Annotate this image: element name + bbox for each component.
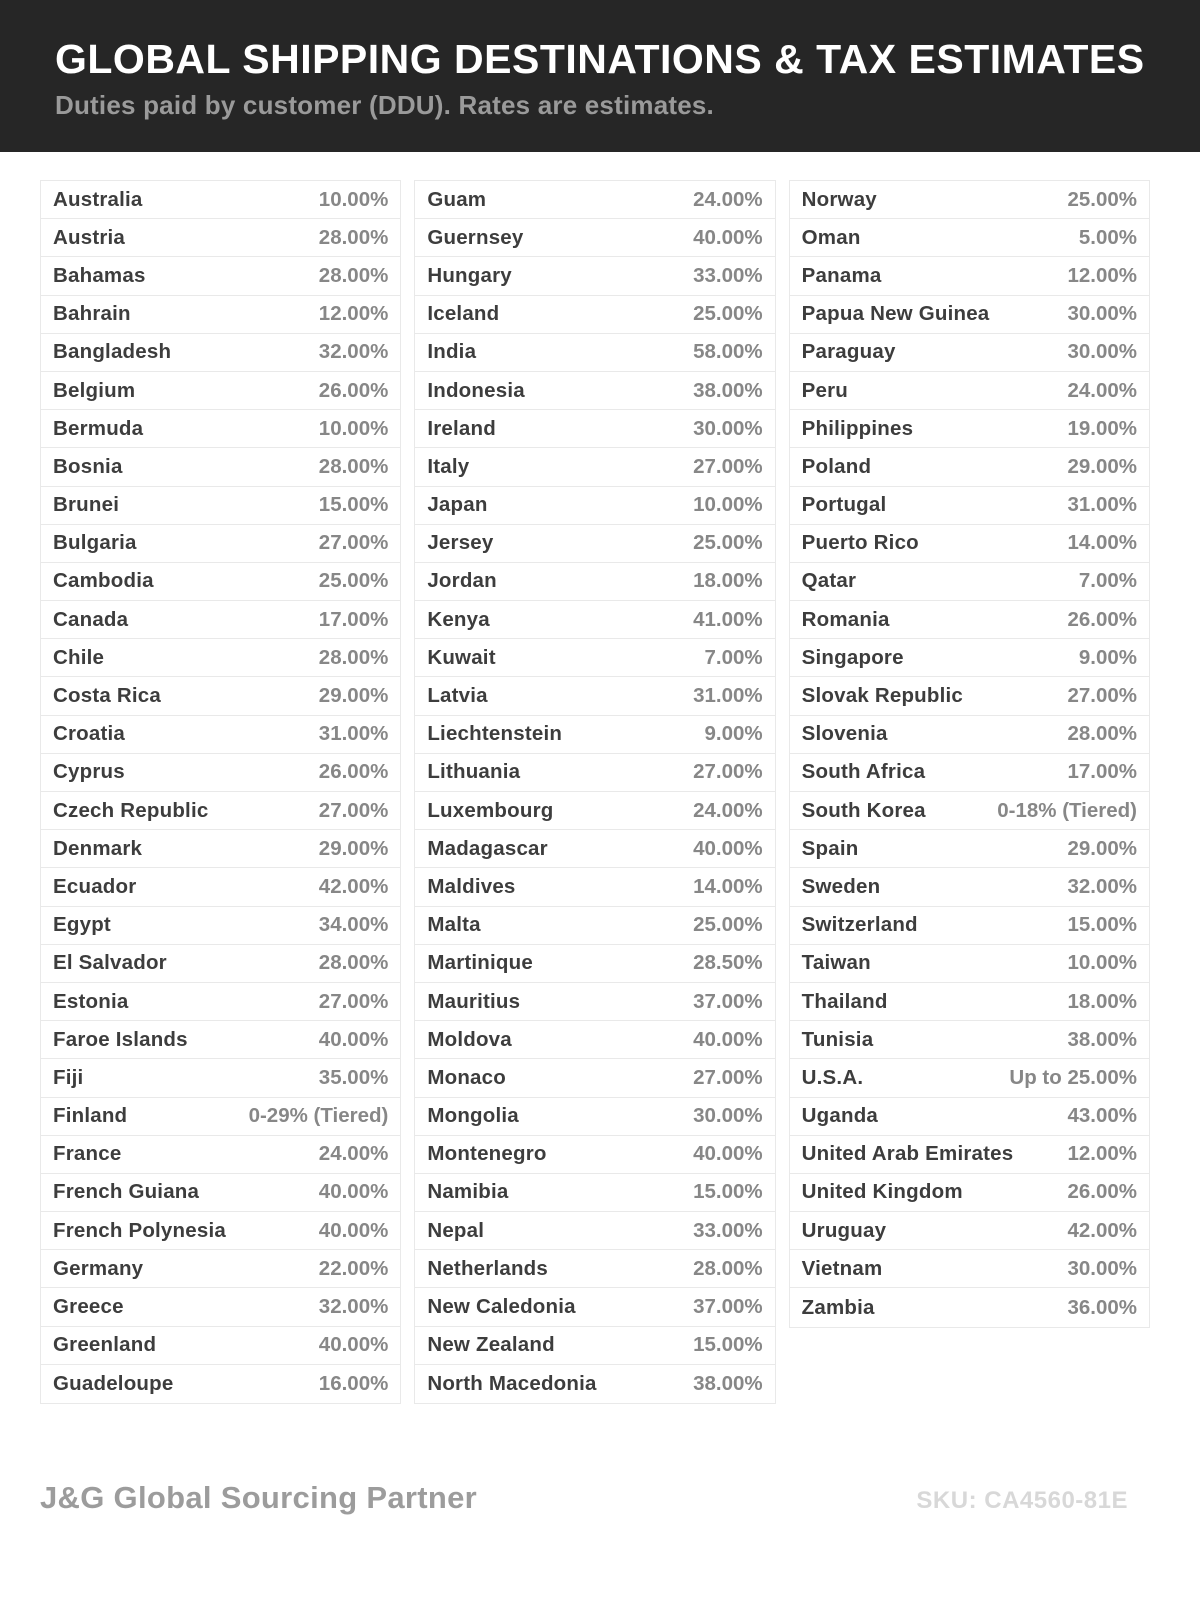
country-name: Thailand: [801, 989, 888, 1013]
tax-rate: 40.00%: [693, 1027, 763, 1051]
table-row: [790, 219, 1149, 257]
tax-rate: 40.00%: [318, 1333, 389, 1357]
tax-rate: 34.00%: [318, 913, 389, 937]
tax-rate: 22.00%: [318, 1256, 389, 1280]
country-name: United Kingdom: [801, 1180, 963, 1204]
tax-rate: 32.00%: [318, 1295, 389, 1319]
tax-rate: 33.00%: [693, 263, 763, 287]
tax-rate: 28.00%: [318, 225, 389, 249]
table-row: [41, 639, 400, 677]
table-row: [415, 1136, 774, 1174]
table-row: [415, 563, 774, 601]
country-name: South Africa: [801, 760, 926, 784]
table-row: [41, 1098, 400, 1136]
table-row: [790, 677, 1149, 715]
country-name: Zambia: [801, 1295, 875, 1319]
country-name: U.S.A.: [801, 1065, 864, 1089]
country-name: Moldova: [427, 1027, 512, 1051]
table-row: [415, 1288, 774, 1326]
table-row: [790, 296, 1149, 334]
tax-rate: 37.00%: [693, 989, 763, 1013]
country-name: Namibia: [427, 1180, 509, 1204]
rates-column-2: [414, 180, 775, 1404]
country-name: Papua New Guinea: [801, 302, 990, 326]
country-name: Latvia: [427, 684, 488, 708]
table-row: [790, 372, 1149, 410]
table-row: [41, 907, 400, 945]
country-name: Ireland: [427, 416, 496, 440]
table-row: [41, 525, 400, 563]
table-row: [790, 1059, 1149, 1097]
brand-name: J&G Global Sourcing Partner: [40, 1480, 478, 1515]
table-row: [41, 677, 400, 715]
country-name: Iceland: [427, 302, 500, 326]
country-name: Madagascar: [427, 836, 548, 860]
country-name: Japan: [427, 493, 488, 517]
table-row: [790, 1174, 1149, 1212]
table-row: [41, 1021, 400, 1059]
table-row: [790, 1136, 1149, 1174]
table-row: [790, 410, 1149, 448]
tax-rate: 29.00%: [318, 836, 389, 860]
tax-rate: 27.00%: [1067, 684, 1137, 708]
country-name: Finland: [53, 1104, 128, 1128]
country-name: Vietnam: [801, 1256, 883, 1280]
table-row: [41, 334, 400, 372]
tax-rate: 7.00%: [1078, 569, 1137, 593]
tax-rate: 27.00%: [693, 1065, 763, 1089]
table-row: [415, 448, 774, 486]
country-name: Poland: [801, 454, 872, 478]
tax-rate: 9.00%: [1078, 645, 1137, 669]
country-name: Monaco: [427, 1065, 506, 1089]
country-name: Croatia: [53, 722, 126, 746]
table-row: [790, 257, 1149, 295]
country-name: Bulgaria: [53, 531, 137, 555]
tax-rate: 24.00%: [693, 187, 763, 211]
table-row: [415, 945, 774, 983]
table-row: [41, 1365, 400, 1403]
country-name: Sweden: [801, 874, 881, 898]
tax-rate: 10.00%: [318, 416, 389, 440]
table-row: [415, 983, 774, 1021]
country-name: Norway: [801, 187, 877, 211]
tax-rate: 26.00%: [318, 760, 389, 784]
tax-rate: 29.00%: [1067, 454, 1137, 478]
table-row: [415, 1250, 774, 1288]
tax-rate: 30.00%: [1067, 340, 1137, 364]
table-row: [415, 639, 774, 677]
country-name: United Arab Emirates: [801, 1142, 1014, 1166]
country-name: Kuwait: [427, 645, 496, 669]
tax-rate: 24.00%: [318, 1142, 389, 1166]
tax-rate: 16.00%: [318, 1371, 389, 1395]
table-row: [41, 792, 400, 830]
table-row: [790, 1212, 1149, 1250]
table-row: [790, 907, 1149, 945]
country-name: Maldives: [427, 874, 516, 898]
country-name: Guam: [427, 187, 487, 211]
rates-column-1: [40, 180, 401, 1404]
table-row: [41, 257, 400, 295]
country-name: Faroe Islands: [53, 1027, 188, 1051]
table-row: [790, 945, 1149, 983]
table-row: [790, 563, 1149, 601]
table-row: [415, 334, 774, 372]
country-name: Puerto Rico: [801, 531, 919, 555]
tax-rate: 28.50%: [693, 951, 763, 975]
tax-rate: 25.00%: [318, 569, 389, 593]
tax-rate: 41.00%: [693, 607, 763, 631]
tax-rate: 28.00%: [1067, 722, 1137, 746]
tax-rate: 19.00%: [1067, 416, 1137, 440]
table-row: [790, 868, 1149, 906]
country-name: Luxembourg: [427, 798, 554, 822]
table-row: [415, 868, 774, 906]
country-name: Chile: [53, 645, 105, 669]
tax-rate: 38.00%: [693, 378, 763, 402]
country-name: Bermuda: [53, 416, 144, 440]
table-row: [790, 1250, 1149, 1288]
country-name: South Korea: [801, 798, 926, 822]
tax-rate: 28.00%: [318, 645, 389, 669]
country-name: Ecuador: [53, 874, 137, 898]
table-row: [790, 1288, 1149, 1326]
country-name: French Guiana: [53, 1180, 200, 1204]
tax-rate: 27.00%: [693, 760, 763, 784]
tax-rate: 40.00%: [693, 225, 763, 249]
tax-rate: 31.00%: [1067, 493, 1137, 517]
country-name: Slovenia: [801, 722, 888, 746]
table-row: [41, 1327, 400, 1365]
tax-rate: 26.00%: [1067, 1180, 1137, 1204]
table-row: [790, 792, 1149, 830]
tax-rate: 40.00%: [318, 1218, 389, 1242]
country-name: Bosnia: [53, 454, 123, 478]
country-name: Uruguay: [801, 1218, 887, 1242]
table-row: [41, 372, 400, 410]
table-row: [415, 372, 774, 410]
country-name: Fiji: [53, 1065, 84, 1089]
page-title: GLOBAL SHIPPING DESTINATIONS & TAX ESTIMATES: [55, 36, 1145, 82]
tax-rate: 27.00%: [318, 989, 389, 1013]
country-name: New Caledonia: [427, 1295, 576, 1319]
country-name: Greenland: [53, 1333, 157, 1357]
country-name: Switzerland: [801, 913, 918, 937]
tax-rate: 33.00%: [693, 1218, 763, 1242]
tax-rate: 28.00%: [318, 951, 389, 975]
country-name: Canada: [53, 607, 129, 631]
tax-rate: 58.00%: [693, 340, 763, 364]
table-row: [790, 525, 1149, 563]
table-row: [415, 1212, 774, 1250]
tax-rate: 15.00%: [693, 1333, 763, 1357]
tax-rate: 10.00%: [1067, 951, 1137, 975]
country-name: Cyprus: [53, 760, 125, 784]
country-name: Estonia: [53, 989, 129, 1013]
country-name: Mongolia: [427, 1104, 519, 1128]
table-row: [41, 754, 400, 792]
country-name: Mauritius: [427, 989, 521, 1013]
country-name: Peru: [801, 378, 849, 402]
table-row: [41, 983, 400, 1021]
country-name: Austria: [53, 225, 126, 249]
country-name: Panama: [801, 263, 882, 287]
table-row: [41, 1288, 400, 1326]
tax-rate: 17.00%: [1067, 760, 1137, 784]
country-name: Australia: [53, 187, 143, 211]
tax-rate: 27.00%: [318, 531, 389, 555]
tax-rate: 10.00%: [693, 493, 763, 517]
table-row: [41, 868, 400, 906]
country-name: Kenya: [427, 607, 490, 631]
tax-rate: 15.00%: [1067, 913, 1137, 937]
tax-rate: 40.00%: [693, 1142, 763, 1166]
tax-rate: 26.00%: [1067, 607, 1137, 631]
table-row: [415, 1021, 774, 1059]
country-name: Paraguay: [801, 340, 896, 364]
tax-rate: 40.00%: [693, 836, 763, 860]
sku-label: SKU: CA4560-81E: [916, 1487, 1128, 1514]
table-row: [415, 487, 774, 525]
country-name: Liechtenstein: [427, 722, 563, 746]
tax-rate: 29.00%: [1067, 836, 1137, 860]
table-row: [415, 754, 774, 792]
country-name: India: [427, 340, 477, 364]
country-name: Spain: [801, 836, 859, 860]
tax-rate: 37.00%: [693, 1295, 763, 1319]
country-name: Italy: [427, 454, 470, 478]
table-row: [790, 716, 1149, 754]
tax-rate: 26.00%: [318, 378, 389, 402]
country-name: Cambodia: [53, 569, 154, 593]
country-name: Costa Rica: [53, 684, 161, 708]
table-row: [415, 601, 774, 639]
table-row: [415, 181, 774, 219]
tax-rate: 25.00%: [693, 302, 763, 326]
table-row: [41, 1212, 400, 1250]
tax-rate: 12.00%: [1067, 263, 1137, 287]
page-footer: [40, 1480, 1128, 1516]
tax-rate: 30.00%: [693, 1104, 763, 1128]
table-row: [415, 219, 774, 257]
country-name: Slovak Republic: [801, 684, 964, 708]
table-row: [790, 830, 1149, 868]
country-name: Bahamas: [53, 263, 146, 287]
tax-rate: 10.00%: [318, 187, 389, 211]
tax-rate: 40.00%: [318, 1180, 389, 1204]
tax-rate: 5.00%: [1078, 225, 1137, 249]
table-row: [790, 639, 1149, 677]
table-row: [790, 1021, 1149, 1059]
table-row: [415, 410, 774, 448]
tax-rate: 12.00%: [1067, 1142, 1137, 1166]
tax-rate: 14.00%: [693, 874, 763, 898]
table-row: [415, 1059, 774, 1097]
country-name: Guernsey: [427, 225, 524, 249]
tax-rate: 25.00%: [1067, 187, 1137, 211]
table-row: [415, 1365, 774, 1403]
table-row: [41, 1059, 400, 1097]
table-row: [415, 792, 774, 830]
table-row: [790, 334, 1149, 372]
country-name: Hungary: [427, 263, 512, 287]
table-row: [41, 219, 400, 257]
page-header: [0, 0, 1200, 152]
tax-rate: 7.00%: [704, 645, 763, 669]
table-row: [415, 830, 774, 868]
table-row: [41, 601, 400, 639]
country-name: France: [53, 1142, 122, 1166]
country-name: El Salvador: [53, 951, 167, 975]
tax-rate: 40.00%: [318, 1027, 389, 1051]
tax-rate: 36.00%: [1067, 1295, 1137, 1319]
country-name: Nepal: [427, 1218, 485, 1242]
table-row: [790, 983, 1149, 1021]
tax-rate: 38.00%: [1067, 1027, 1137, 1051]
tax-rate: 42.00%: [1067, 1218, 1137, 1242]
table-row: [41, 487, 400, 525]
table-row: [790, 1098, 1149, 1136]
country-name: Jersey: [427, 531, 494, 555]
table-row: [415, 525, 774, 563]
table-row: [415, 296, 774, 334]
table-row: [415, 1174, 774, 1212]
table-row: [41, 1250, 400, 1288]
tax-rate: 30.00%: [1067, 1256, 1137, 1280]
country-name: Martinique: [427, 951, 533, 975]
table-row: [790, 754, 1149, 792]
country-name: Bahrain: [53, 302, 131, 326]
tax-rate: 32.00%: [1067, 874, 1137, 898]
country-name: Germany: [53, 1256, 144, 1280]
tax-rate: 29.00%: [318, 684, 389, 708]
table-row: [415, 716, 774, 754]
tax-rate: 31.00%: [318, 722, 389, 746]
tax-rate: 27.00%: [693, 454, 763, 478]
table-row: [790, 181, 1149, 219]
country-name: New Zealand: [427, 1333, 555, 1357]
country-name: Czech Republic: [53, 798, 209, 822]
country-name: Philippines: [801, 416, 914, 440]
table-row: [415, 1327, 774, 1365]
country-name: Jordan: [427, 569, 497, 593]
shipping-rates-table: [40, 180, 1150, 1404]
tax-rate: 17.00%: [318, 607, 389, 631]
tax-rate: 30.00%: [1067, 302, 1137, 326]
table-row: [415, 677, 774, 715]
tax-rate: 15.00%: [318, 493, 389, 517]
table-row: [415, 907, 774, 945]
tax-rate: 18.00%: [693, 569, 763, 593]
tax-rate: 12.00%: [318, 302, 389, 326]
table-row: [790, 448, 1149, 486]
country-name: Egypt: [53, 913, 111, 937]
country-name: Greece: [53, 1295, 124, 1319]
table-row: [41, 1136, 400, 1174]
country-name: Oman: [801, 225, 861, 249]
country-name: Brunei: [53, 493, 120, 517]
tax-rate: 28.00%: [318, 263, 389, 287]
tax-rate: 28.00%: [318, 454, 389, 478]
table-row: [415, 1098, 774, 1136]
tax-rate: 25.00%: [693, 531, 763, 555]
tax-rate: 15.00%: [693, 1180, 763, 1204]
table-row: [41, 563, 400, 601]
tax-rate: 14.00%: [1067, 531, 1137, 555]
page-subtitle: Duties paid by customer (DDU). Rates are estimates.: [55, 90, 714, 120]
country-name: Indonesia: [427, 378, 525, 402]
tax-rate: 30.00%: [693, 416, 763, 440]
tax-rate: 24.00%: [693, 798, 763, 822]
tax-rate: 38.00%: [693, 1371, 763, 1395]
rates-column-3: [789, 180, 1150, 1328]
tax-rate: 42.00%: [318, 874, 389, 898]
tax-rate: 35.00%: [318, 1065, 389, 1089]
country-name: Singapore: [801, 645, 904, 669]
table-row: [41, 830, 400, 868]
table-row: [41, 945, 400, 983]
country-name: Portugal: [801, 493, 887, 517]
tax-rate: 24.00%: [1067, 378, 1137, 402]
tax-rate: 0-29% (Tiered): [248, 1104, 389, 1128]
table-row: [41, 181, 400, 219]
tax-rate: 0-18% (Tiered): [997, 798, 1137, 822]
table-row: [415, 257, 774, 295]
table-row: [41, 716, 400, 754]
country-name: North Macedonia: [427, 1371, 597, 1395]
tax-rate: 43.00%: [1067, 1104, 1137, 1128]
country-name: French Polynesia: [53, 1218, 226, 1242]
table-row: [790, 601, 1149, 639]
table-row: [41, 1174, 400, 1212]
country-name: Bangladesh: [53, 340, 172, 364]
country-name: Montenegro: [427, 1142, 547, 1166]
country-name: Malta: [427, 913, 481, 937]
country-name: Guadeloupe: [53, 1371, 174, 1395]
tax-rate: Up to 25.00%: [1009, 1065, 1137, 1089]
table-row: [41, 410, 400, 448]
country-name: Belgium: [53, 378, 136, 402]
country-name: Tunisia: [801, 1027, 874, 1051]
country-name: Romania: [801, 607, 890, 631]
country-name: Taiwan: [801, 951, 871, 975]
country-name: Uganda: [801, 1104, 879, 1128]
table-row: [41, 296, 400, 334]
country-name: Netherlands: [427, 1256, 549, 1280]
tax-rate: 27.00%: [318, 798, 389, 822]
tax-rate: 9.00%: [704, 722, 763, 746]
tax-rate: 31.00%: [693, 684, 763, 708]
table-row: [790, 487, 1149, 525]
table-row: [41, 448, 400, 486]
country-name: Lithuania: [427, 760, 521, 784]
tax-rate: 25.00%: [693, 913, 763, 937]
tax-rate: 18.00%: [1067, 989, 1137, 1013]
tax-rate: 28.00%: [693, 1256, 763, 1280]
country-name: Denmark: [53, 836, 143, 860]
country-name: Qatar: [801, 569, 857, 593]
tax-rate: 32.00%: [318, 340, 389, 364]
